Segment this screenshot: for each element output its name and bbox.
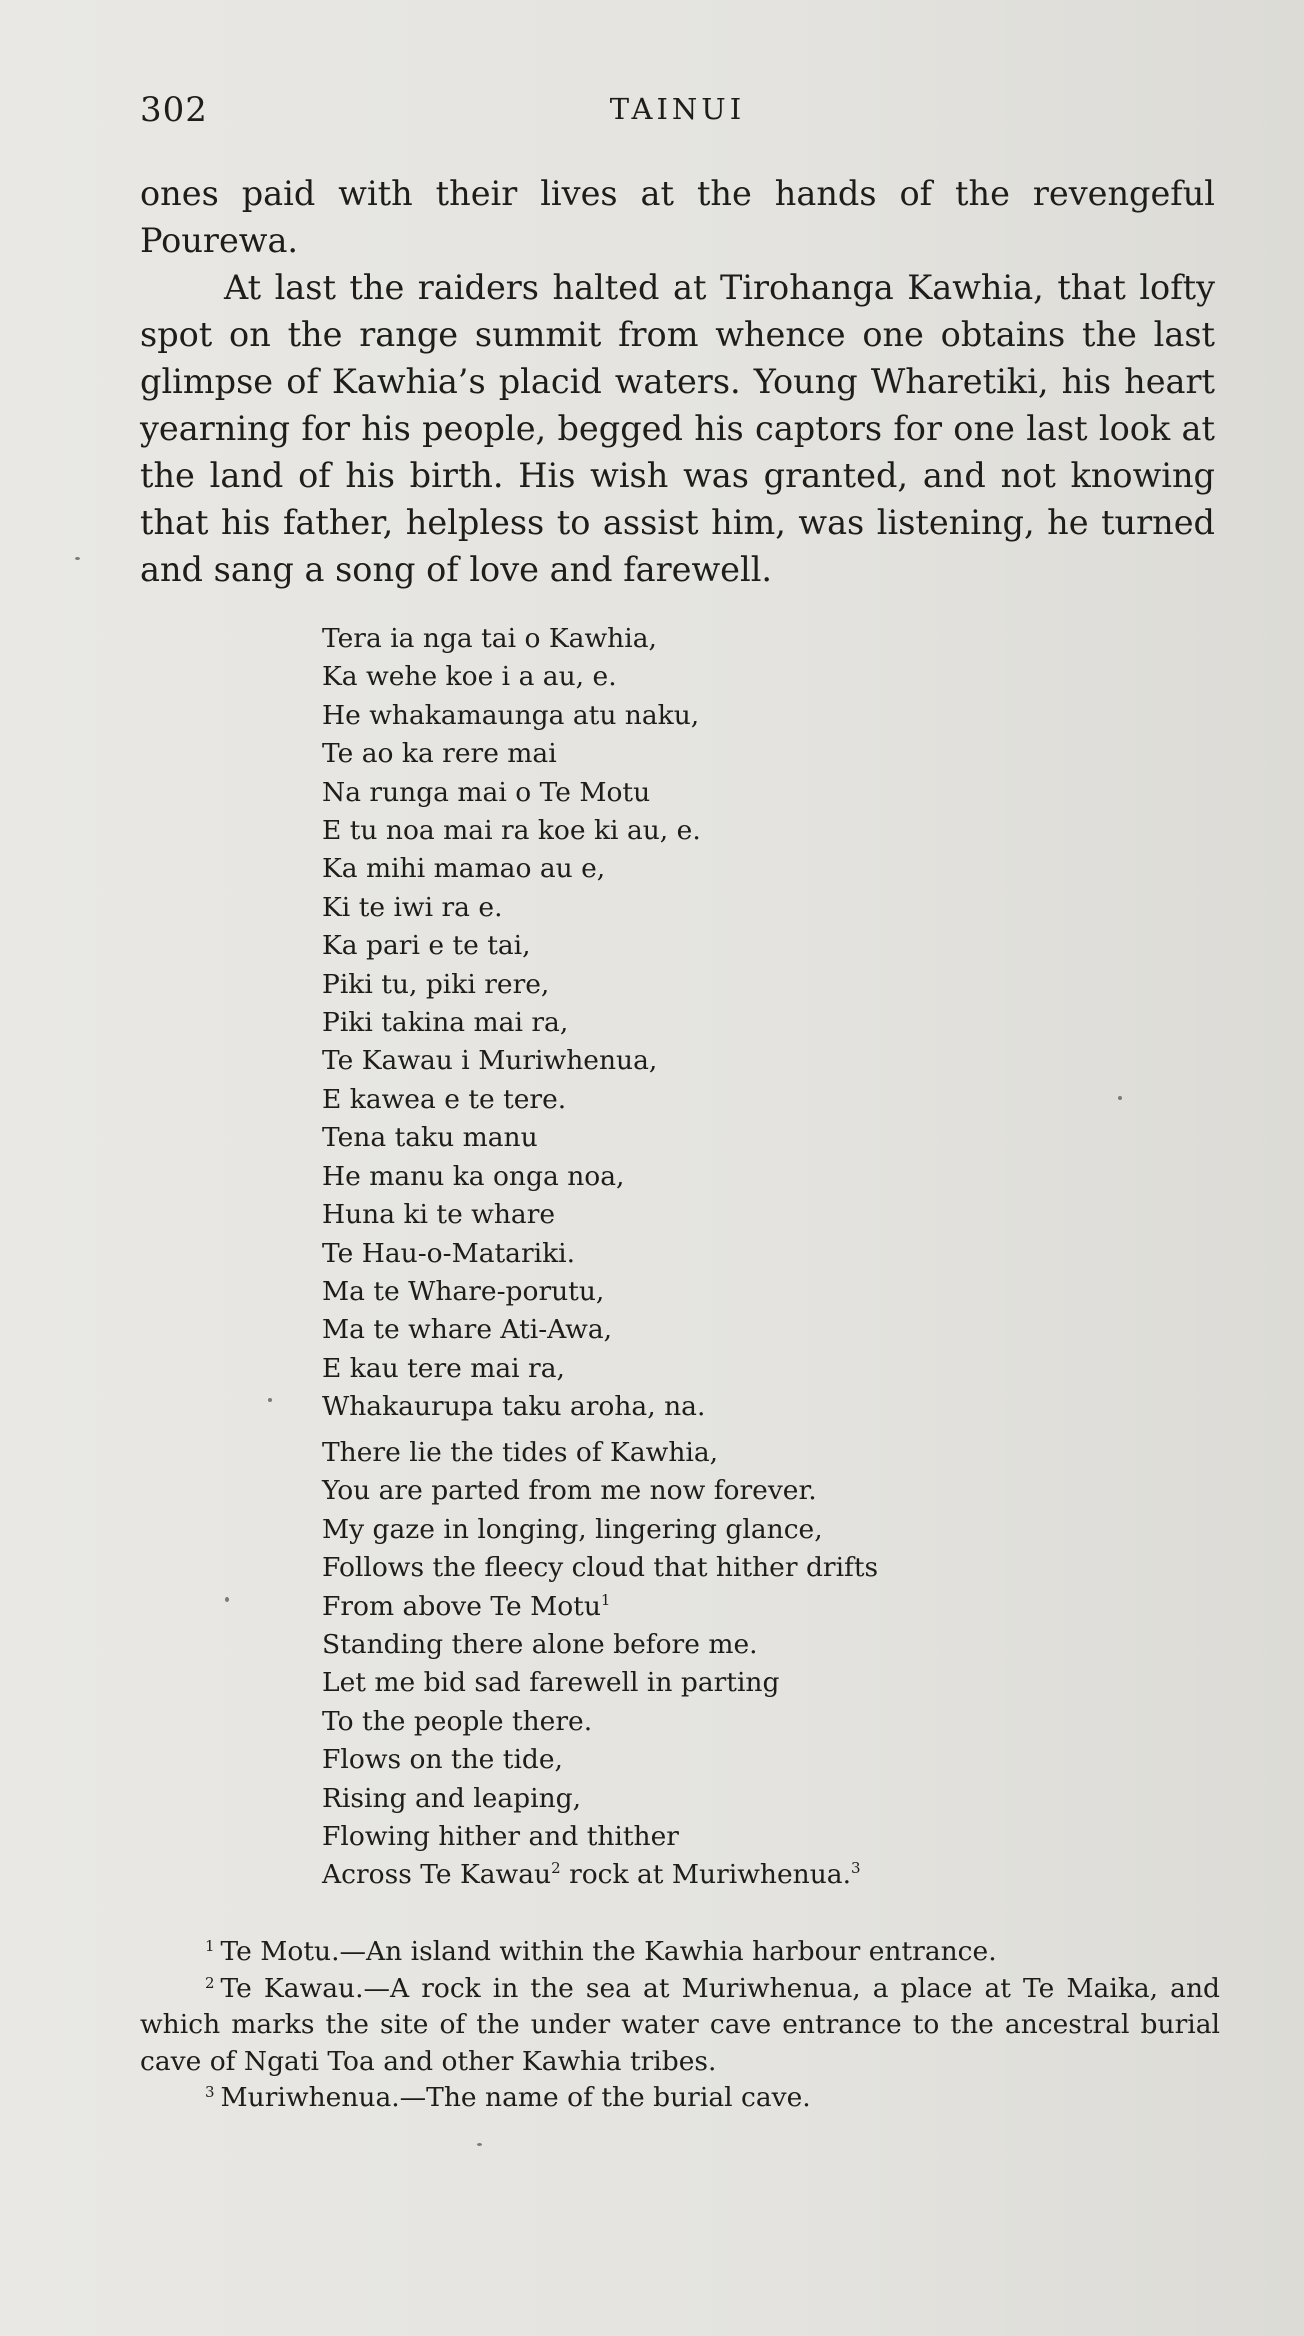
paragraph-1: ones paid with their lives at the hands of the revengeful Pourewa. (140, 174, 1215, 260)
poem-line: Te Hau-o-Matariki. (322, 1237, 576, 1269)
footnote-reference: 2 (551, 1859, 561, 1878)
poem-line: Flows on the tide, (322, 1744, 563, 1776)
paper-speck (477, 2143, 482, 2146)
poem-line: Na runga mai o Te Motu (322, 776, 651, 808)
poem-line: Ma te whare Ati-Awa, (322, 1314, 613, 1346)
poem-line (322, 1856, 1142, 1894)
poem-line: Rising and leaping, (322, 1782, 582, 1814)
poem-line: Te Kawau i Muriwhenua, (322, 1045, 658, 1077)
body-text (140, 170, 1215, 593)
poem-line: Follows the fleecy cloud that hither drifts (322, 1552, 879, 1584)
footnote-reference: 1 (600, 1590, 611, 1609)
paper-speck (225, 1597, 229, 1602)
poem-line: Standing there alone before me. (322, 1629, 758, 1661)
paragraph-2: At last the raiders halted at Tirohanga Kawhia, that lofty spot on the range summit from whence one obtains the last glimpse of Kawhia’s placid waters. Young Wharetiki, his heart yearning for his people, begged his captors for one last look at the land of his birth. His wish was granted, and not knowing that his father, helpless to assist him, was listening, he turned and sang a song of love and farewell. (140, 268, 1215, 589)
poem-line: Piki takina mai ra, (322, 1007, 569, 1039)
poem-line: Te ao ka rere mai (322, 738, 557, 770)
poem-line: Flowing hither and thither (322, 1821, 679, 1853)
footnote-text: Te Motu.—An island within the Kawhia harbour entrance. (220, 1936, 997, 1967)
paper-speck (75, 557, 80, 560)
page-number: 302 (140, 90, 208, 130)
poem-line: E kau tere mai ra, (322, 1352, 565, 1384)
poem-line: There lie the tides of Kawhia, (322, 1437, 719, 1468)
poem-line-text: From above Te Motu (322, 1590, 601, 1622)
footnote-mark: 1 (205, 1937, 215, 1955)
poem-line-text: Across Te Kawau (322, 1859, 552, 1891)
poem-line: E kawea e te tere. (322, 1083, 567, 1115)
poem-line: To the people there. (322, 1705, 593, 1737)
footnote-mark: 3 (205, 2083, 215, 2101)
footnote-text: Muriwhenua.—The name of the burial cave. (220, 2082, 811, 2113)
footnote-1 (140, 1934, 1220, 1971)
poem-line: You are parted from me now forever. (322, 1475, 817, 1507)
poem-line: E tu noa mai ra koe ki au, e. (322, 815, 701, 847)
poem-line: Ki te iwi ra e. (322, 891, 503, 923)
poem-line: Let me bid sad farewell in parting (322, 1667, 780, 1699)
poem-line: Ka wehe koe i a au, e. (322, 661, 617, 693)
footnotes (140, 1934, 1220, 2117)
poem-line: Huna ki te whare (322, 1199, 556, 1231)
page-header (140, 90, 1215, 134)
poem-line: Ka mihi mamao au e, (322, 853, 606, 885)
running-head: TAINUI (609, 92, 746, 126)
poem-english (322, 1434, 1142, 1895)
footnote-mark: 2 (205, 1973, 215, 1992)
poem-line: He manu ka onga noa, (322, 1160, 625, 1192)
poem-line: Piki tu, piki rere, (322, 968, 550, 1000)
paper-speck (1118, 1096, 1122, 1100)
poem-maori (322, 620, 1142, 1427)
poem-line: Tera ia nga tai o Kawhia, (322, 623, 657, 654)
poem-line: My gaze in longing, lingering glance, (322, 1513, 823, 1545)
poem-line: He whakamaunga atu naku, (322, 699, 700, 731)
paper-speck (268, 1398, 272, 1402)
poem-line: Ma te Whare-porutu, (322, 1275, 605, 1307)
poem-line: Ka pari e te tai, (322, 930, 531, 962)
footnote-3 (140, 2080, 1220, 2117)
poem-line: Tena taku manu (322, 1122, 538, 1154)
footnote-text: Te Kawau.—A rock in the sea at Muriwhenua, a place at Te Maika, and which marks the site of the under water cave entrance to the ancestral burial cave of Ngati Toa and other Kawhia tribes. (140, 1972, 1220, 2077)
poem-line-text: rock at Muriwhenua. (560, 1859, 852, 1891)
poem-line (322, 1588, 1142, 1626)
poem-line: Whakaurupa taku aroha, na. (322, 1391, 706, 1423)
footnote-reference: 3 (851, 1859, 861, 1878)
footnote-2 (140, 1971, 1220, 2081)
